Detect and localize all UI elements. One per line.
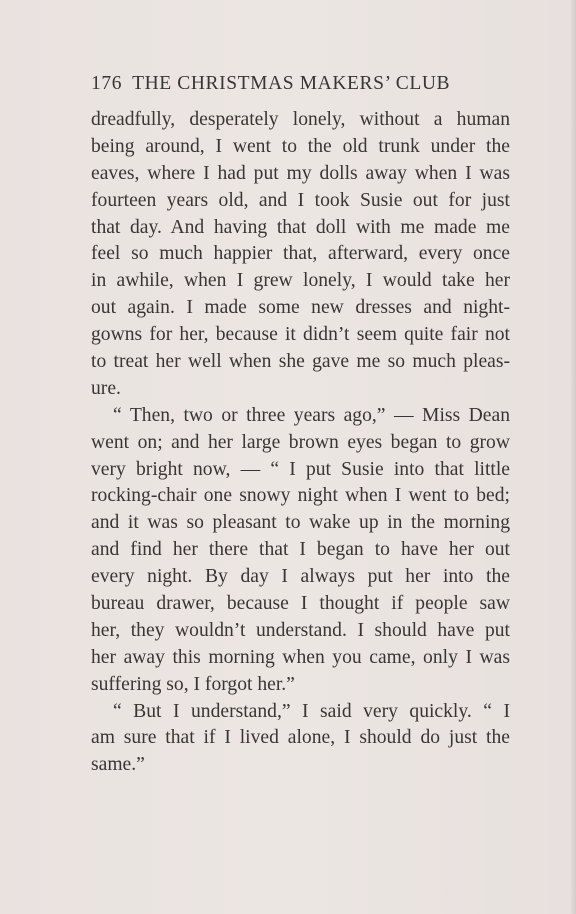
running-header [91, 73, 511, 99]
text-line: that day. And having that doll with me made me [91, 216, 510, 238]
text-line: eaves, where I had put my dolls away when I was [91, 162, 510, 184]
text-line: out again. I made some new dresses and night- [91, 297, 510, 319]
text-line: very bright now, — “ I put Susie into that little [91, 458, 510, 480]
text-line: her, they wouldn’t understand. I should have put [91, 619, 510, 641]
page-edge-shadow [570, 0, 576, 914]
body-text [91, 107, 510, 779]
text-line: and it was so pleasant to wake up in the morning [91, 512, 510, 534]
text-line: her away this morning when you came, only I was [91, 646, 510, 668]
text-line: in awhile, when I grew lonely, I would take her [91, 270, 510, 292]
text-line: went on; and her large brown eyes began to grow [91, 431, 510, 453]
page-number: 176 [91, 73, 123, 94]
text-line: to treat her well when she gave me so much pleas- [91, 351, 510, 373]
text-line: same.” [91, 754, 145, 776]
text-line: am sure that if I lived alone, I should do just the [91, 727, 510, 749]
text-line: every night. By day I always put her into the [91, 566, 510, 588]
text-line: being around, I went to the old trunk under the [91, 135, 510, 157]
text-line: “ But I understand,” I said very quickly. “ I [113, 700, 510, 722]
text-line: rocking-chair one snowy night when I went to bed; [91, 485, 510, 507]
text-line: and find her there that I began to have her out [91, 539, 510, 561]
text-line: dreadfully, desperately lonely, without a human [91, 109, 510, 130]
text-line: fourteen years old, and I took Susie out for just [91, 189, 510, 211]
text-line: suffering so, I forgot her.” [91, 673, 295, 695]
running-title: THE CHRISTMAS MAKERS’ CLUB [132, 73, 451, 94]
text-line: ure. [91, 377, 121, 399]
text-line: “ Then, two or three years ago,” — Miss Dean [113, 404, 510, 426]
text-line: feel so much happier that, afterward, every once [91, 243, 510, 265]
text-line: bureau drawer, because I thought if people saw [91, 593, 510, 615]
text-line: gowns for her, because it didn’t seem quite fair not [91, 324, 510, 346]
